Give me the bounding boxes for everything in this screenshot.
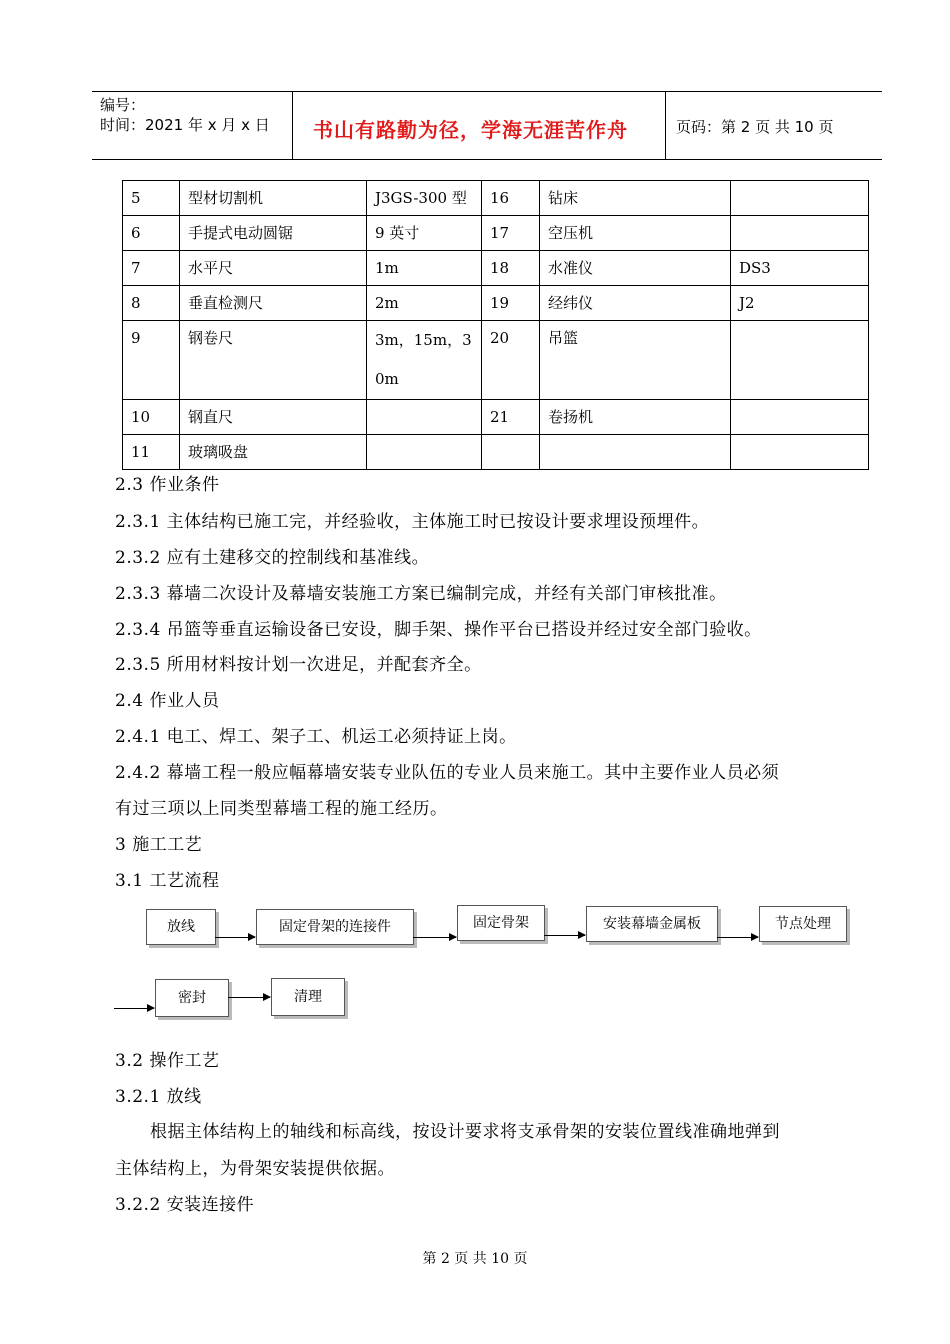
table-cell-name2: 空压机	[540, 216, 731, 251]
section-3-heading: 3 施工工艺	[115, 835, 203, 855]
flow-arrow	[228, 997, 270, 998]
item-2-3-4: 2.3.4 吊篮等垂直运输设备已安设，脚手架、操作平台已搭设并经过安全部门验收。	[115, 620, 762, 640]
table-cell-spec2: J2	[731, 286, 869, 321]
page-footer: 第 2 页 共 10 页	[422, 1251, 528, 1267]
table-cell-spec2	[731, 321, 869, 400]
flow-arrow	[544, 935, 585, 936]
table-cell-spec: 3m，15m，30m	[367, 321, 482, 400]
section-3-2-heading: 3.2 操作工艺	[115, 1051, 220, 1071]
table-cell-no2: 16	[482, 181, 540, 216]
doc-number-label: 编号：	[100, 96, 146, 114]
flow-step-clean: 清理	[271, 978, 345, 1016]
table-cell-no2: 18	[482, 251, 540, 286]
section-3-1-heading: 3.1 工艺流程	[115, 871, 220, 891]
table-cell-name2: 吊篮	[540, 321, 731, 400]
table-row	[123, 435, 869, 470]
flow-step-fix-connectors: 固定骨架的连接件	[256, 909, 414, 945]
flow-step-joint-treatment: 节点处理	[759, 906, 847, 942]
table-cell-name: 钢卷尺	[180, 321, 367, 400]
header-meta-cell	[92, 92, 293, 159]
section-2-4-heading: 2.4 作业人员	[115, 691, 220, 711]
tools-table	[122, 180, 869, 470]
table-cell-spec: 9 英寸	[367, 216, 482, 251]
flow-step-fix-frame: 固定骨架	[457, 905, 545, 941]
table-cell-no2: 20	[482, 321, 540, 400]
table-cell-name: 垂直检测尺	[180, 286, 367, 321]
table-cell-spec2	[731, 400, 869, 435]
section-3-2-1-heading: 3.2.1 放线	[115, 1087, 202, 1107]
table-row	[123, 286, 869, 321]
table-cell-name2: 经纬仪	[540, 286, 731, 321]
table-cell-name: 型材切割机	[180, 181, 367, 216]
item-2-3-2: 2.3.2 应有土建移交的控制线和基准线。	[115, 548, 430, 568]
table-cell-no: 10	[123, 400, 180, 435]
table-cell-spec	[367, 435, 482, 470]
table-cell-spec: 1m	[367, 251, 482, 286]
para-3-2-1-line2: 主体结构上，为骨架安装提供依据。	[115, 1159, 395, 1179]
flow-arrow	[413, 937, 456, 938]
flow-step-layout: 放线	[146, 909, 216, 945]
flow-arrow	[215, 937, 255, 938]
page-header	[92, 91, 882, 160]
table-cell-spec2: DS3	[731, 251, 869, 286]
table-cell-no2	[482, 435, 540, 470]
table-cell-no: 8	[123, 286, 180, 321]
table-cell-name2: 钻床	[540, 181, 731, 216]
header-motto-cell	[293, 92, 666, 159]
table-cell-spec: 2m	[367, 286, 482, 321]
section-3-2-2-heading: 3.2.2 安装连接件	[115, 1195, 255, 1215]
table-cell-no2: 19	[482, 286, 540, 321]
table-row	[123, 216, 869, 251]
flow-arrow	[114, 1008, 154, 1009]
table-cell-spec	[367, 400, 482, 435]
table-cell-no: 5	[123, 181, 180, 216]
page-number-label: 页码：第 2 页 共 10 页	[676, 118, 834, 136]
table-cell-name: 水平尺	[180, 251, 367, 286]
table-cell-name2	[540, 435, 731, 470]
section-2-3-heading: 2.3 作业条件	[115, 475, 220, 495]
item-2-3-3: 2.3.3 幕墙二次设计及幕墙安装施工方案已编制完成，并经有关部门审核批准。	[115, 584, 727, 604]
table-cell-no2: 17	[482, 216, 540, 251]
table-cell-no: 6	[123, 216, 180, 251]
table-cell-spec2	[731, 216, 869, 251]
item-2-3-1: 2.3.1 主体结构已施工完，并经验收，主体施工时已按设计要求埋设预埋件。	[115, 512, 710, 532]
flow-step-install-panels: 安装幕墙金属板	[586, 906, 718, 942]
item-2-4-2-line1: 2.4.2 幕墙工程一般应幅幕墙安装专业队伍的专业人员来施工。其中主要作业人员必须	[115, 763, 780, 783]
header-page-cell	[666, 92, 882, 159]
table-cell-name: 玻璃吸盘	[180, 435, 367, 470]
table-row	[123, 400, 869, 435]
doc-time-label: 时间：2021 年 x 月 x 日	[100, 116, 270, 134]
table-cell-spec2	[731, 435, 869, 470]
table-cell-no: 11	[123, 435, 180, 470]
item-2-3-5: 2.3.5 所用材料按计划一次进足，并配套齐全。	[115, 655, 482, 675]
para-3-2-1-line1: 根据主体结构上的轴线和标高线，按设计要求将支承骨架的安装位置线准确地弹到	[150, 1122, 780, 1142]
table-cell-no: 7	[123, 251, 180, 286]
table-row	[123, 251, 869, 286]
flow-step-seal: 密封	[155, 979, 229, 1017]
item-2-4-1: 2.4.1 电工、焊工、架子工、机运工必须持证上岗。	[115, 727, 517, 747]
table-cell-no: 9	[123, 321, 180, 400]
table-row	[123, 181, 869, 216]
table-cell-name: 钢直尺	[180, 400, 367, 435]
table-cell-name2: 水准仪	[540, 251, 731, 286]
motto-text: 书山有路勤为径，学海无涯苦作舟	[313, 118, 628, 142]
table-cell-no2: 21	[482, 400, 540, 435]
table-cell-name2: 卷扬机	[540, 400, 731, 435]
table-cell-name: 手提式电动圆锯	[180, 216, 367, 251]
table-cell-spec2	[731, 181, 869, 216]
table-cell-spec: J3GS-300 型	[367, 181, 482, 216]
item-2-4-2-line2: 有过三项以上同类型幕墙工程的施工经历。	[115, 799, 448, 819]
table-row	[123, 321, 869, 400]
flow-arrow	[717, 937, 758, 938]
